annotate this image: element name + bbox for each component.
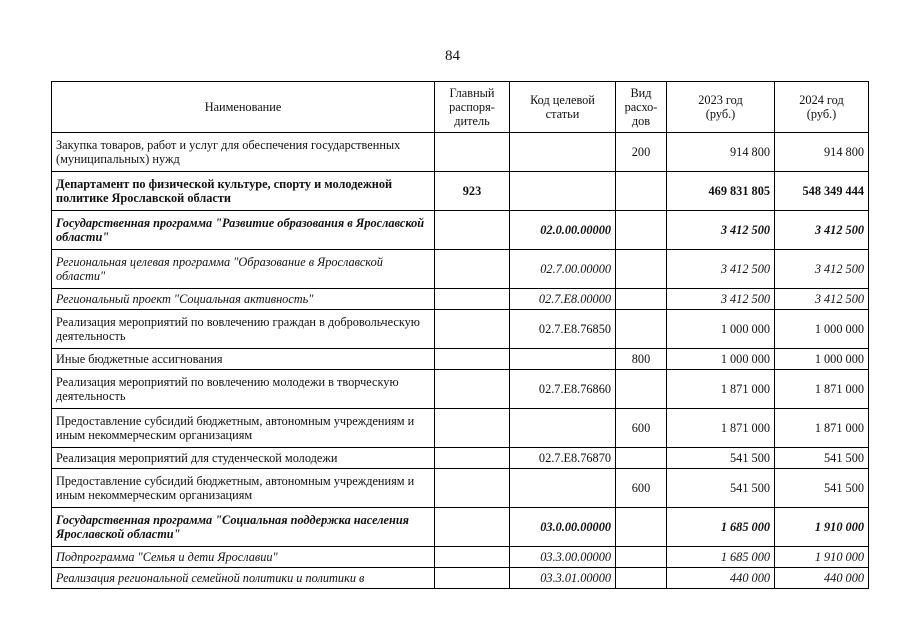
- table-row: [52, 133, 869, 172]
- row-2023: 440 000: [667, 568, 775, 589]
- row-code: 03.3.01.00000: [510, 568, 616, 589]
- row-2024: 1 910 000: [775, 547, 869, 568]
- row-type: 600: [616, 409, 667, 448]
- row-name: Реализация мероприятий по вовлечению граждан в добровольческую деятельность: [52, 310, 435, 349]
- row-admin: [435, 370, 510, 409]
- row-type: [616, 250, 667, 289]
- row-admin: [435, 310, 510, 349]
- table-row: [52, 568, 869, 589]
- row-2023: 1 000 000: [667, 310, 775, 349]
- row-type: 600: [616, 469, 667, 508]
- table-row: [52, 289, 869, 310]
- table-row: [52, 211, 869, 250]
- row-2024: 914 800: [775, 133, 869, 172]
- table-row: [52, 172, 869, 211]
- row-2024: 548 349 444: [775, 172, 869, 211]
- table-row: [52, 448, 869, 469]
- row-2023: 3 412 500: [667, 289, 775, 310]
- row-code: 02.7.00.00000: [510, 250, 616, 289]
- row-admin: 923: [435, 172, 510, 211]
- header-admin: Главный распоря- дитель: [435, 82, 510, 133]
- row-name: Предоставление субсидий бюджетным, автономным учреждениям и иным некоммерческим организациям: [52, 469, 435, 508]
- row-admin: [435, 568, 510, 589]
- header-2024: 2024 год (руб.): [775, 82, 869, 133]
- row-admin: [435, 289, 510, 310]
- row-2024: 1 871 000: [775, 409, 869, 448]
- budget-table: [51, 81, 869, 589]
- row-name: Государственная программа "Развитие образования в Ярославской области": [52, 211, 435, 250]
- table-row: [52, 547, 869, 568]
- row-2024: 1 000 000: [775, 349, 869, 370]
- row-name: Иные бюджетные ассигнования: [52, 349, 435, 370]
- row-type: [616, 289, 667, 310]
- row-2023: 1 871 000: [667, 409, 775, 448]
- row-code: [510, 469, 616, 508]
- row-2023: 541 500: [667, 469, 775, 508]
- row-2023: 3 412 500: [667, 211, 775, 250]
- row-code: 03.0.00.00000: [510, 508, 616, 547]
- row-2024: 3 412 500: [775, 211, 869, 250]
- row-name: Региональный проект "Социальная активность": [52, 289, 435, 310]
- table-header-row: [52, 82, 869, 133]
- header-2023: 2023 год (руб.): [667, 82, 775, 133]
- row-admin: [435, 448, 510, 469]
- row-2024: 541 500: [775, 448, 869, 469]
- table-row: [52, 409, 869, 448]
- row-name: Реализация региональной семейной политики и политики в: [52, 568, 435, 589]
- row-code: 02.0.00.00000: [510, 211, 616, 250]
- row-admin: [435, 469, 510, 508]
- row-admin: [435, 211, 510, 250]
- row-2024: 1 000 000: [775, 310, 869, 349]
- row-2023: 914 800: [667, 133, 775, 172]
- row-admin: [435, 250, 510, 289]
- row-type: [616, 370, 667, 409]
- row-name: Реализация мероприятий для студенческой молодежи: [52, 448, 435, 469]
- row-name: Подпрограмма "Семья и дети Ярославии": [52, 547, 435, 568]
- header-type: Вид расхо- дов: [616, 82, 667, 133]
- row-2023: 469 831 805: [667, 172, 775, 211]
- row-name: Департамент по физической культуре, спорту и молодежной политике Ярославской области: [52, 172, 435, 211]
- row-2024: 3 412 500: [775, 250, 869, 289]
- header-code: Код целевой статьи: [510, 82, 616, 133]
- row-name: Государственная программа "Социальная поддержка населения Ярославской области": [52, 508, 435, 547]
- row-admin: [435, 508, 510, 547]
- row-name: Региональная целевая программа "Образование в Ярославской области": [52, 250, 435, 289]
- row-code: 02.7.Е8.76850: [510, 310, 616, 349]
- row-type: [616, 448, 667, 469]
- row-code: [510, 172, 616, 211]
- row-name: Предоставление субсидий бюджетным, автономным учреждениям и иным некоммерческим организациям: [52, 409, 435, 448]
- row-2023: 541 500: [667, 448, 775, 469]
- row-name: Закупка товаров, работ и услуг для обеспечения государственных (муниципальных) нужд: [52, 133, 435, 172]
- row-code: 02.7.Е8.76860: [510, 370, 616, 409]
- row-2023: 1 000 000: [667, 349, 775, 370]
- row-2023: 1 871 000: [667, 370, 775, 409]
- row-2024: 541 500: [775, 469, 869, 508]
- row-code: [510, 349, 616, 370]
- row-code: 02.7.Е8.76870: [510, 448, 616, 469]
- row-admin: [435, 409, 510, 448]
- row-type: [616, 508, 667, 547]
- header-name: Наименование: [52, 82, 435, 133]
- row-admin: [435, 547, 510, 568]
- row-type: [616, 547, 667, 568]
- row-type: [616, 310, 667, 349]
- row-type: [616, 568, 667, 589]
- row-2024: 1 871 000: [775, 370, 869, 409]
- row-2024: 1 910 000: [775, 508, 869, 547]
- table-row: [52, 469, 869, 508]
- row-admin: [435, 349, 510, 370]
- row-name: Реализация мероприятий по вовлечению молодежи в творческую деятельность: [52, 370, 435, 409]
- row-code: 03.3.00.00000: [510, 547, 616, 568]
- page-number: 84: [445, 48, 460, 64]
- row-type: [616, 211, 667, 250]
- row-2023: 3 412 500: [667, 250, 775, 289]
- table-row: [52, 250, 869, 289]
- row-type: 800: [616, 349, 667, 370]
- row-code: [510, 409, 616, 448]
- row-code: 02.7.Е8.00000: [510, 289, 616, 310]
- row-2024: 440 000: [775, 568, 869, 589]
- row-type: 200: [616, 133, 667, 172]
- row-2024: 3 412 500: [775, 289, 869, 310]
- table-row: [52, 310, 869, 349]
- table-row: [52, 508, 869, 547]
- table-row: [52, 370, 869, 409]
- row-2023: 1 685 000: [667, 547, 775, 568]
- row-code: [510, 133, 616, 172]
- row-2023: 1 685 000: [667, 508, 775, 547]
- table-row: [52, 349, 869, 370]
- row-admin: [435, 133, 510, 172]
- row-type: [616, 172, 667, 211]
